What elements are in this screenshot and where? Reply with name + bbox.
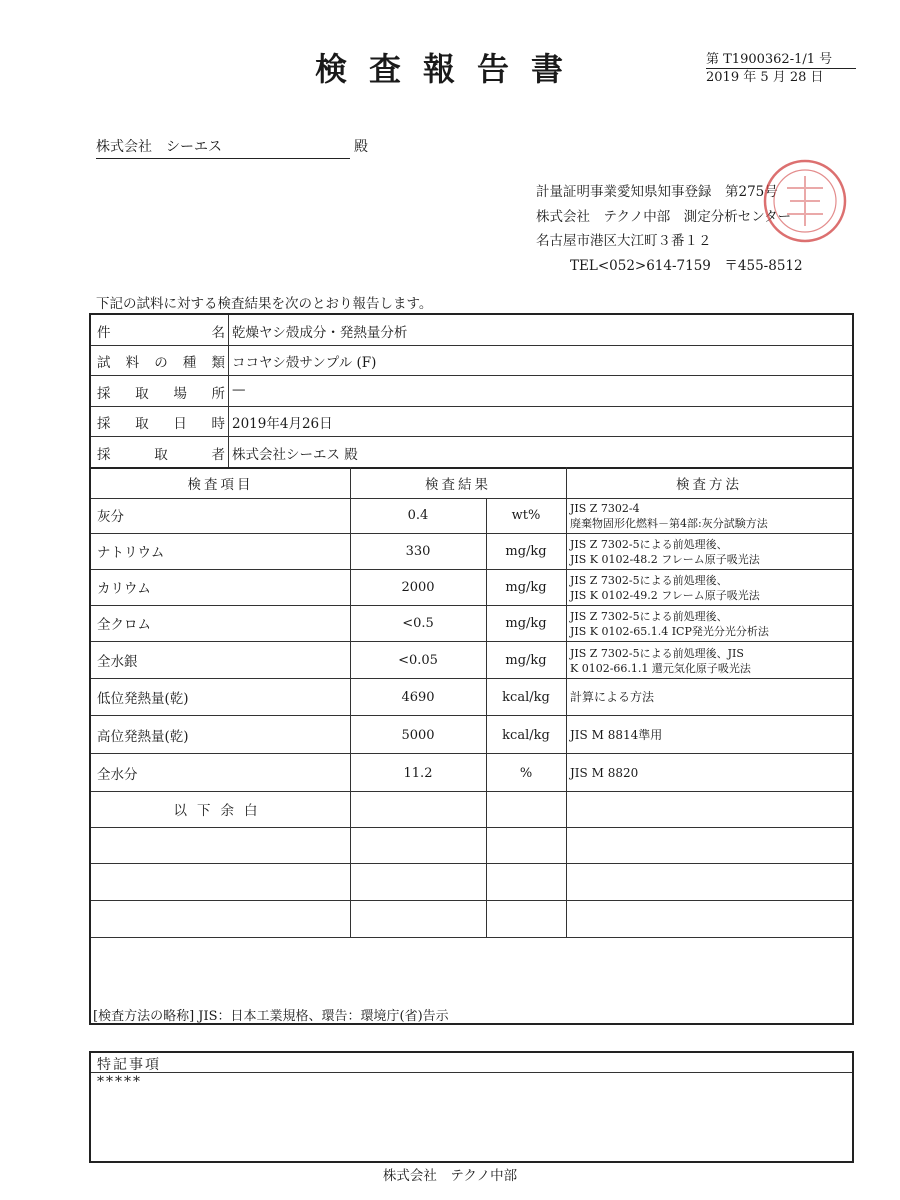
label-char: 採 [97,416,111,432]
recipient-name: 株式会社 シーエス [96,136,350,159]
label-char: 日 [173,416,187,432]
method-abbreviation-note: [検査方法の略称] JIS：日本工業規格、環告：環境庁(省)告示 [93,1009,449,1024]
row-value-ash: 0.4 [407,508,429,523]
row-value-lower-heating-value: 4690 [401,690,435,705]
row-method-higher-heating-value: JIS M 8814準用 [570,728,663,742]
label-char: 採 [97,447,111,463]
row-item-chromium: 全クロム [97,617,151,633]
label-char: 種 [182,355,197,371]
row-method-total-moisture: JIS M 8820 [570,766,639,780]
header-method: 検査方法 [676,477,742,493]
issuer-contact: TEL<052>614-7159 〒455-8512 [570,258,803,274]
row-method-sodium: JIS Z 7302-5による前処理後、 JIS K 0102-48.2 フレーム原子吸光法 [570,538,760,566]
label-sampling-date [97,412,225,432]
label-char: 取 [135,416,149,432]
label-char: 所 [211,386,225,402]
row-method-chromium: JIS Z 7302-5による前処理後、 JIS K 0102-65.1.4 ICP発光分光分析法 [570,610,769,638]
row-method-ash: JIS Z 7302-4 廃棄物固形化燃料－第4部:灰分試験方法 [570,502,768,530]
intro-text: 下記の試料に対する検査結果を次のとおり報告します。 [96,296,433,312]
row-method-potassium: JIS Z 7302-5による前処理後、 JIS K 0102-49.2 フレーム原子吸光法 [570,574,760,602]
label-char: 件 [97,325,111,341]
report-date: 2019 年 5 月 28 日 [706,70,824,85]
row-value-mercury: <0.05 [398,653,438,668]
row-method-mercury: JIS Z 7302-5による前処理後、JIS K 0102-66.1.1 還元気化原子吸光法 [570,647,751,675]
value-sampler: 株式会社シーエス 殿 [232,447,358,463]
row-unit-higher-heating-value: kcal/kg [502,728,550,743]
row-item-ash: 灰分 [97,509,124,525]
footer-company: 株式会社 テクノ中部 [382,1168,518,1184]
row-unit-mercury: mg/kg [505,653,547,668]
company-seal-icon [762,158,848,244]
row-unit-lower-heating-value: kcal/kg [502,690,550,705]
row-method-lower-heating-value: 計算による方法 [570,690,655,704]
special-notes-body: ***** [97,1074,142,1090]
label-char: の [154,355,168,371]
report-table [89,313,854,1025]
label-char: 場 [173,386,187,402]
row-value-total-moisture: 11.2 [403,766,433,781]
label-char: 取 [135,386,149,402]
row-value-chromium: <0.5 [402,616,434,631]
header-result: 検査結果 [425,477,491,493]
row-unit-total-moisture: % [519,766,533,781]
end-marker: 以下余白 [173,803,268,819]
issuer-address: 名古屋市港区大江町３番１２ [536,233,712,249]
issuer-registration: 計量証明事業愛知県知事登録 第275号 [536,184,778,200]
document-title: 検査報告書 [314,50,585,88]
row-item-potassium: カリウム [97,581,151,597]
special-notes-box [89,1051,854,1163]
label-case-name [97,321,225,341]
report-number: 第 T1900362-1/1 号 [706,48,856,69]
header-item: 検査項目 [187,477,254,493]
label-sampling-place [97,382,225,402]
row-item-mercury: 全水銀 [97,654,138,670]
value-sampling-date: 2019年4月26日 [232,416,333,432]
label-char: 採 [97,386,111,402]
value-sampling-place: — [232,382,246,398]
row-unit-sodium: mg/kg [505,544,547,559]
value-case-name: 乾燥ヤシ殻成分・発熱量分析 [232,325,408,341]
row-unit-potassium: mg/kg [505,580,547,595]
issuer-company: 株式会社 テクノ中部 測定分析センター [536,209,792,225]
row-item-lower-heating-value: 低位発熱量(乾) [97,691,189,707]
label-char: 試 [97,355,111,371]
row-unit-chromium: mg/kg [505,616,547,631]
row-value-sodium: 330 [405,544,431,559]
row-item-total-moisture: 全水分 [97,767,138,783]
label-sampler [97,443,225,463]
label-char: 料 [125,355,140,371]
label-char: 類 [211,355,225,371]
row-value-higher-heating-value: 5000 [401,728,435,743]
row-item-higher-heating-value: 高位発熱量(乾) [97,729,189,745]
label-char: 者 [211,447,225,463]
special-notes-title: 特記事項 [97,1057,161,1073]
row-item-sodium: ナトリウム [97,545,165,561]
row-value-potassium: 2000 [401,580,435,595]
value-sample-type: ココヤシ殻サンプル (F) [232,355,377,371]
recipient-suffix: 殿 [354,139,368,155]
label-sample-type [97,351,225,371]
row-unit-ash: wt% [511,508,541,523]
label-char: 時 [211,416,225,432]
label-char: 名 [211,325,225,341]
label-char: 取 [154,447,168,463]
